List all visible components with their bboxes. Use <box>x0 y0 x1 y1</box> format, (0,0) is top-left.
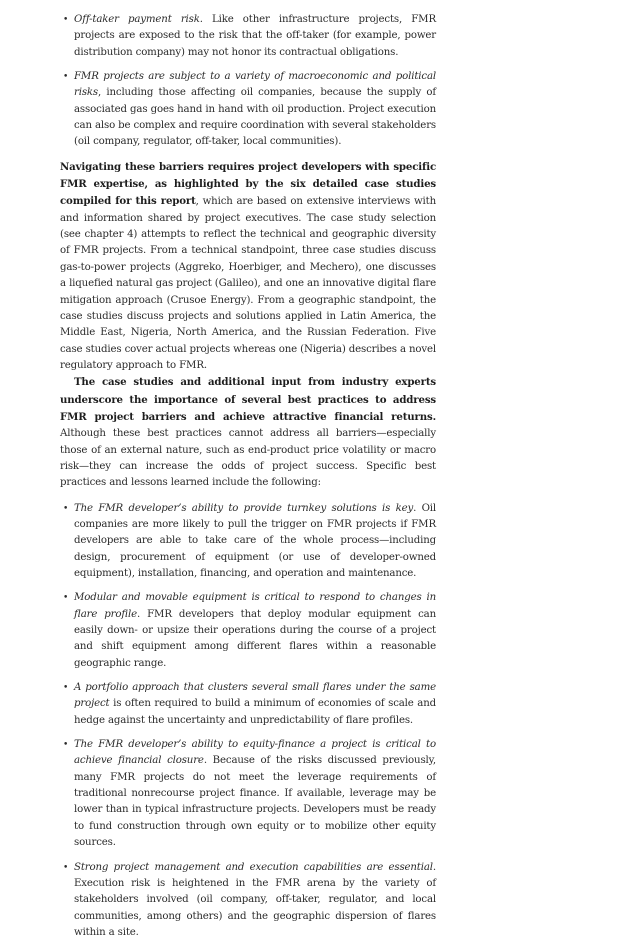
risk-bullet-list <box>60 12 436 151</box>
paragraph-best-practices <box>60 374 436 491</box>
bullet-text: is often required to build a minimum of economies of scale and hedge against the uncertainty and unpredictability of flare profiles. <box>74 698 436 726</box>
bullet-text: including those affecting oil companies, because the supply of associated gas goes hand in hand with oil production. Project execution can also be complex and require coordination with several stakeholders (oil company, regulator, off-taker, local communities). <box>74 87 436 148</box>
bullet-lead-punct: , <box>98 87 102 99</box>
bullet-icon: • <box>63 740 69 751</box>
bullet-icon: • <box>63 15 69 25</box>
bullet-text: Execution risk is heightened in the FMR arena by the variety of stakeholders involved (oil company, off-taker, regulator, and local communities, among others) and the geographic dispersion of flares within a site. <box>74 877 436 938</box>
bullet-icon: • <box>63 503 69 514</box>
bullet-lead: Strong project management and execution capabilities are essential <box>74 861 433 873</box>
paragraph-bold-lead: Navigating these barriers requires project developers with specific FMR expertise, as highlighted by the six detailed case studies compiled for this report <box>60 160 436 208</box>
bullet-lead: FMR projects are subject to a variety of macroeconomic and political risks <box>74 71 436 99</box>
bullet-lead: Modular and movable equipment is critical to respond to changes in flare profile <box>74 592 436 620</box>
bullet-item-modular-equipment <box>60 590 436 672</box>
paragraph-case-studies <box>60 159 436 374</box>
paragraph-text: , which are based on extensive interviews with and information shared by project executives. The case study selection (see chapter 4) attempts to reflect the technical and geographic diversity of FMR projects. From a technical standpoint, three case studies discuss gas-to-power projects (Aggreko, Hoerbiger, and Mechero), one discusses a liquefied natural gas project (Galileo), and one an innovative digital flare mitigation approach (Crusoe Energy). From a geographic standpoint, the case studies discuss projects and solutions applied in Latin America, the Middle East, Nigeria, North America, and the Russian Federation. Five case studies cover actual projects whereas one (Nigeria) describes a novel regulatory approach to FMR. <box>60 196 436 371</box>
bullet-text: FMR developers that deploy modular equipment can easily down- or upsize their operations during the course of a project and shift equipment among different flares within a reasonable geographic range. <box>74 608 436 669</box>
bullet-lead: The FMR developer’s ability to equity-finance a project is critical to achieve financial closure <box>74 739 436 767</box>
bullet-item-equity-finance <box>60 737 436 851</box>
paragraph-text: Although these best practices cannot address all barriers—especially those of an external nature, such as end-product price volatility or macro risk—they can increase the odds of project success. Specific best practices and lessons learned include the following: <box>60 428 436 489</box>
bullet-lead-punct: . <box>413 502 417 514</box>
document-page <box>60 12 436 949</box>
bullet-icon: • <box>63 862 69 873</box>
bullet-lead-punct: . <box>199 14 203 25</box>
bullet-text: Like other infrastructure projects, FMR projects are exposed to the risk that the off-taker (for example, power distribution company) may not honor its contractual obligations. <box>74 14 436 58</box>
bullet-item-project-management <box>60 860 436 942</box>
bullet-lead-punct: . <box>203 755 207 767</box>
bullet-text: Because of the risks discussed previously, many FMR projects do not meet the leverage requirements of traditional nonrecourse project finance. If available, leverage may be lower than in typical infrastructure projects. Developers must be ready to fund construction through own equity or to mobilize other equity sources. <box>74 755 436 849</box>
bullet-lead-punct: . <box>432 861 436 873</box>
bullet-item-turnkey <box>60 501 436 583</box>
bullet-item-portfolio-approach <box>60 680 436 729</box>
bullet-icon: • <box>63 72 69 83</box>
bullet-lead: Off-taker payment risk <box>74 14 200 25</box>
bullet-item-offtaker-risk <box>60 12 436 61</box>
bullet-lead: The FMR developer’s ability to provide turnkey solutions is key <box>74 502 414 514</box>
bullet-lead-punct: . <box>137 608 141 620</box>
bullet-text: Oil companies are more likely to pull the trigger on FMR projects if FMR developers are able to take care of the whole process—including design, procurement of equipment (or use of developer-owned equipment), installation, financing, and operation and maintenance. <box>74 502 436 579</box>
bullet-icon: • <box>63 593 69 604</box>
bullet-lead: A portfolio approach that clusters several small flares under the same project <box>74 682 436 710</box>
bullet-icon: • <box>63 683 69 694</box>
best-practices-bullet-list <box>60 501 436 942</box>
bullet-item-macro-risk <box>60 69 436 151</box>
paragraph-bold-lead: The case studies and additional input from industry experts underscore the importance of several best practices to address FMR project barriers and achieve attractive financial returns. <box>60 376 436 423</box>
